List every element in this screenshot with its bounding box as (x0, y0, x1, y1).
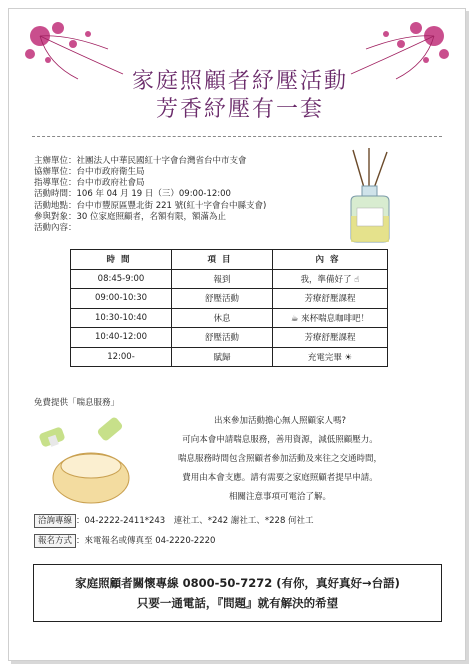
poster-subtitle: 芳香紓壓有一套 (155, 97, 324, 122)
column-header: 時間 (71, 250, 172, 270)
table-cell: 賦歸 (172, 347, 273, 367)
table-cell: 10:40-12:00 (71, 328, 172, 348)
hotline-box (33, 564, 442, 622)
info-row: 指導單位：台中市政府社會局 (34, 178, 145, 188)
schedule-table (70, 249, 388, 367)
respite-line: 出來參加活動擔心無人照顧家人嗎? (213, 416, 346, 426)
divider (32, 136, 442, 137)
right-flower-decoration (346, 14, 456, 84)
table-row (71, 308, 388, 328)
contact-value: ：04-2222-2411*243 連社工、*242 謝社工、*228 何社工 (76, 516, 314, 526)
table-row (71, 328, 388, 348)
info-row: 活動地點：台中市豐原區豐北街 221 號(紅十字會台中縣支會) (34, 201, 267, 211)
column-header: 內容 (273, 250, 388, 270)
info-row: 協辦單位：台中市政府衛生局 (34, 167, 145, 177)
left-flower-decoration (18, 14, 128, 84)
table-row (71, 269, 388, 289)
table-cell: 08:45-9:00 (71, 269, 172, 289)
respite-line: 費用由本會支應。請有需要之家庭照顧者提早申請。 (182, 473, 378, 483)
table-cell: 09:00-10:30 (71, 289, 172, 309)
respite-label: 免費提供「喘息服務」 (34, 398, 120, 408)
table-cell: 報到 (172, 269, 273, 289)
table-row (71, 289, 388, 309)
table-cell: 舒壓活動 (172, 328, 273, 348)
table-row (71, 347, 388, 367)
info-row: 參與對象：30 位家庭照顧者，名額有限，額滿為止 (34, 212, 227, 222)
table-header-row (71, 250, 388, 270)
table-cell: 我，準備好了 ☝ (273, 269, 388, 289)
respite-line: 相關注意事項可電洽了解。 (228, 492, 331, 502)
diffuser-bottle-image (335, 146, 405, 246)
info-row: 主辦單位：社團法人中華民國紅十字會台灣省台中市支會 (34, 156, 247, 166)
hotline-line: 家庭照顧者關懷專線 0800-50-7272 (有你，真好真好→台語) (75, 576, 400, 590)
table-cell: 充電完畢 ☀ (273, 347, 388, 367)
table-cell: ☕ 來杯喘息咖啡吧！ (273, 308, 388, 328)
register-value: ：來電報名或傳真至 04-2220-2220 (76, 536, 216, 546)
column-header: 項目 (172, 250, 273, 270)
contact-label: 洽詢專線 (34, 514, 76, 528)
table-cell: 10:30-10:40 (71, 308, 172, 328)
hotline-slogan: 只要一通電話，『問題』就有解決的希望 (136, 596, 339, 610)
register-row (34, 534, 215, 546)
poster-title: 家庭照顧者紓壓活動 (131, 69, 348, 94)
info-row: 活動時間：106 年 04 月 19 日（三）09:00-12:00 (34, 189, 231, 199)
table-cell: 芳療舒壓課程 (273, 289, 388, 309)
contact-row (34, 514, 314, 526)
respite-line: 可向本會申請喘息服務，善用資源，減低照顧壓力。 (182, 435, 378, 445)
info-row: 活動內容： (34, 223, 77, 233)
table-cell: 休息 (172, 308, 273, 328)
respite-line: 喘息服務時間包含照顧者參加活動及來往之交通時間， (177, 454, 382, 464)
register-label: 報名方式 (34, 534, 76, 548)
table-cell: 舒壓活動 (172, 289, 273, 309)
table-cell: 12:00- (71, 347, 172, 367)
table-cell: 芳療舒壓課程 (273, 328, 388, 348)
